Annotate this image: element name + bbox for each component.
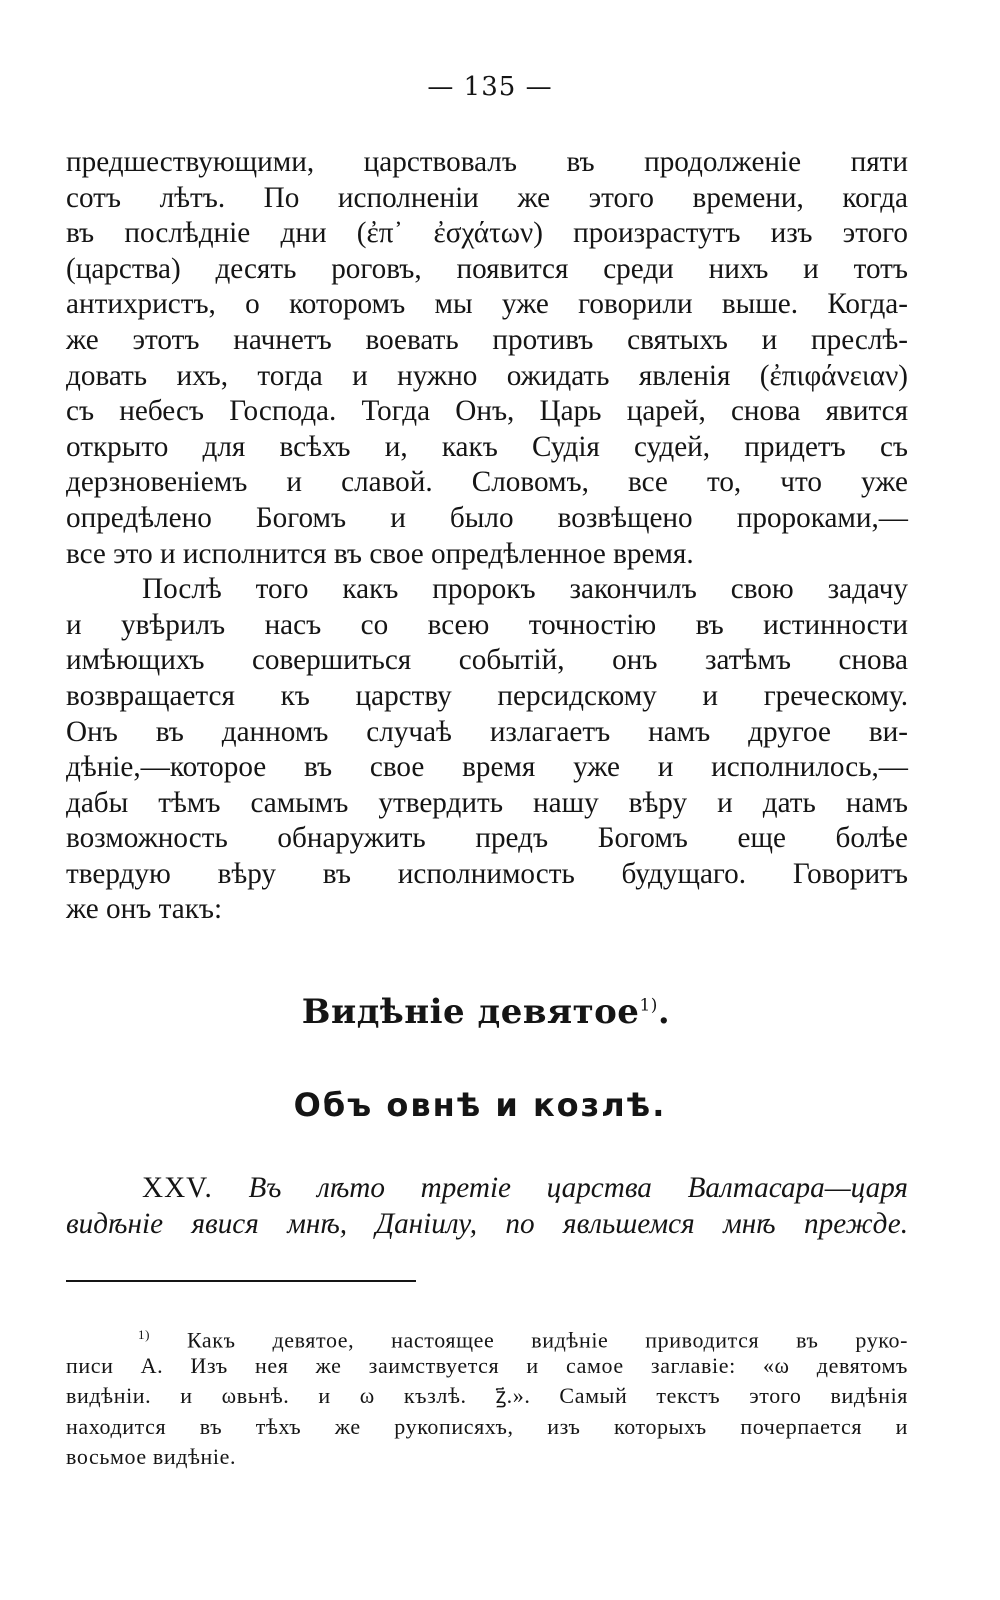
text-line: все это и исполнится въ свое опредѣленное время. <box>66 537 694 570</box>
text-line: возвращается къ царству персидскому и греческому. <box>66 679 908 712</box>
text-line: (царства) десять роговъ, появится среди нихъ и тотъ <box>66 252 908 285</box>
verse-number: XXV. <box>142 1172 213 1204</box>
text-line: твердую вѣру въ исполнимость будущаго. Говоритъ <box>66 857 908 890</box>
text-line: въ послѣдніе дни (ἐπ᾽ ἐσχάτων) произрастутъ изъ этого <box>66 217 908 250</box>
footnote-line: восьмое видѣніе. <box>66 1444 237 1469</box>
verse-text: видѣніе явися мнѣ, Даніилу, по явльшемся мнѣ прежде. <box>66 1207 908 1240</box>
page-number: — 135 — <box>427 72 553 102</box>
text-line: возможность обнаружить предъ Богомъ еще болѣе <box>66 822 908 855</box>
text-line: же онъ такъ: <box>66 893 223 926</box>
text-line: съ небесъ Господа. Тогда Онъ, Царь царей, снова явится <box>66 395 908 428</box>
section-subtitle: Объ овнѣ и козлѣ. <box>293 1086 667 1124</box>
text-line: дѣніе,—которое въ свое время уже и исполнилось,— <box>66 751 908 784</box>
section-title <box>0 992 972 1032</box>
text-line: дерзновеніемъ и славой. Словомъ, все то, что уже <box>66 466 908 499</box>
text-line: же этотъ начнетъ воевать противъ святыхъ и преслѣ- <box>66 323 908 356</box>
text-line: сотъ лѣтъ. По исполненіи же этого времени, когда <box>66 181 908 214</box>
text-line: и увѣрилъ насъ со всею точностію въ истинности <box>66 608 908 641</box>
text-line: опредѣлено Богомъ и было возвѣщено пророками,— <box>66 501 908 534</box>
footnote-divider <box>66 1280 416 1282</box>
verse-text: Въ лѣто третіе царства Валтасара—царя <box>248 1172 908 1204</box>
text-line: Онъ въ данномъ случаѣ излагаетъ намъ другое ви- <box>66 715 908 748</box>
footnote-line: находится въ тѣхъ же рукописяхъ, изъ которыхъ почерпается и <box>66 1413 908 1439</box>
verse-block <box>66 1170 908 1241</box>
text-line: Послѣ того какъ пророкъ закончилъ свою задачу <box>142 573 908 606</box>
text-line: предшествующими, царствовалъ въ продолженіе пяти <box>66 146 908 178</box>
footnote-reference: 1) <box>639 995 658 1016</box>
footnote-line: видѣніи. и ωвьнѣ. и ω къзлѣ. ꙁ҃.». Самый текстъ этого видѣнія <box>66 1383 908 1408</box>
body-text <box>66 145 908 928</box>
section-title-period: . <box>657 992 671 1032</box>
text-line: открыто для всѣхъ и, какъ Судія судей, придетъ съ <box>66 430 908 463</box>
footnote-mark: 1) <box>138 1327 151 1342</box>
section-title-text: Видѣніе девятое <box>301 992 640 1032</box>
text-line: довать ихъ, тогда и нужно ожидать явленія (ἐπιφάνειαν) <box>66 359 908 392</box>
text-line: дабы тѣмъ самымъ утвердить нашу вѣру и дать намъ <box>66 786 908 819</box>
footnote-text: Какъ девятое, настоящее видѣніе приводится въ руко- <box>186 1327 908 1353</box>
footnote <box>66 1320 908 1473</box>
footnote-line <box>66 1320 908 1351</box>
text-line: имѣющихъ совершиться событій, онъ затѣмъ снова <box>66 644 908 677</box>
text-line: антихристъ, о которомъ мы уже говорили выше. Когда- <box>66 288 908 321</box>
verse-line <box>66 1170 908 1206</box>
verse-line <box>66 1206 908 1242</box>
footnote-line: писи А. Изъ нея же заимствуется и самое заглавіе: «ω девятомъ <box>66 1352 908 1378</box>
